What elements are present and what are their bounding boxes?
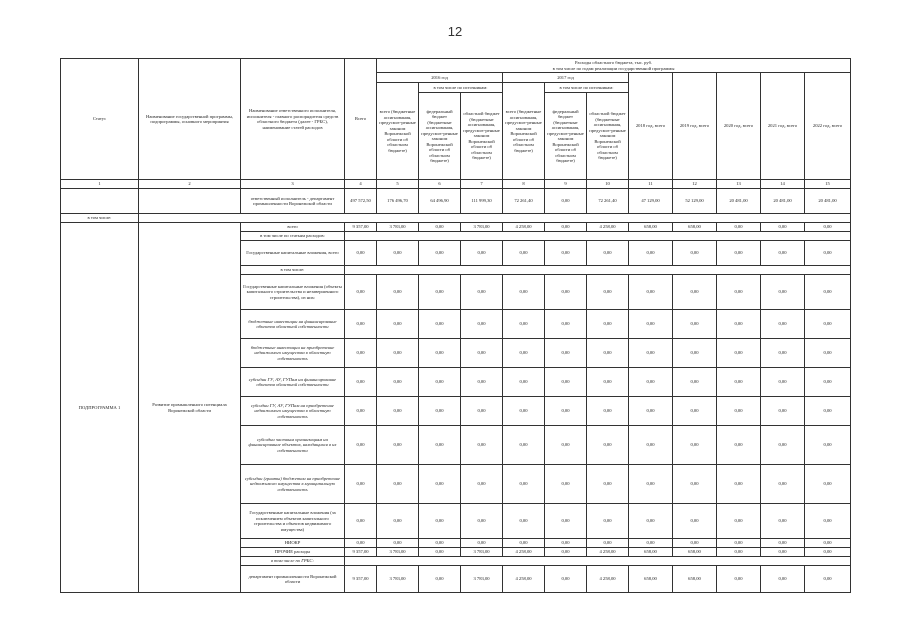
cell-value: 0,00 [805, 465, 851, 504]
cell-value: 0,00 [419, 548, 461, 557]
header-total: Всего [345, 59, 377, 180]
cell-value: 658,00 [629, 566, 673, 593]
cell-value: 0,00 [377, 397, 419, 426]
cell-value: 0,00 [717, 310, 761, 339]
row-label: в том числе: [241, 266, 345, 275]
cell-value: 52 129,00 [673, 189, 717, 214]
cell-value: 3 783,00 [377, 548, 419, 557]
cell-value: 0,00 [629, 397, 673, 426]
header-2017-total: всего (бюджетные ассигнования, предусмот-ренные законом Воронежской области об областном бюджете) [503, 83, 545, 180]
incl-label: в том числе: [61, 214, 139, 223]
header-2017-regional: областной бюджет (бюджетные ассигнования, предусмот-ренные законом Воронежской области об областном бюджете) [587, 93, 629, 180]
cell-value: 0,00 [673, 310, 717, 339]
cell-value: 0,00 [545, 223, 587, 232]
cell-value: 0,00 [419, 310, 461, 339]
cell-value: 0,00 [673, 275, 717, 310]
header-2016-incl: в том числе по источникам: [419, 83, 503, 93]
cell-value: 4 258,00 [503, 548, 545, 557]
cell-value: 0,00 [503, 339, 545, 368]
header-2019: 2019 год, всего [673, 73, 717, 180]
cell-value: 0,00 [805, 223, 851, 232]
cell-value: 0,00 [587, 241, 629, 266]
cell-value: 0,00 [587, 275, 629, 310]
cell-value: 0,00 [761, 339, 805, 368]
page-number: 12 [447, 24, 463, 39]
cell-value: 0,00 [587, 368, 629, 397]
cell-value: 0,00 [377, 339, 419, 368]
cell-value: 0,00 [419, 368, 461, 397]
header-program-name: Наименование государственной программы, подпрограммы, основного мероприятия [139, 59, 241, 180]
table-row [61, 189, 851, 214]
column-index: 3 [241, 180, 345, 189]
cell-value: 0,00 [345, 275, 377, 310]
row-label: бюджетные инвестиции на финансирование объектов областной собственности [241, 310, 345, 339]
header-2022: 2022 год, всего [805, 73, 851, 180]
cell-value: 0,00 [673, 339, 717, 368]
cell-value: 0,00 [345, 339, 377, 368]
cell-value: 0,00 [461, 426, 503, 465]
cell-value: 0,00 [503, 539, 545, 548]
column-index: 10 [587, 180, 629, 189]
row-label: ответственный исполнитель - департамент промышленности Воронежской области [241, 189, 345, 214]
cell-value: 9 357,00 [345, 548, 377, 557]
cell-value: 0,00 [717, 368, 761, 397]
header-expenses-subtitle: в том числе по годам реализации государственной программы [552, 65, 675, 71]
cell-value: 20 481,00 [805, 189, 851, 214]
header-expenses-title: Расходы областного бюджета, тыс. руб. [574, 60, 653, 65]
cell-value: 0,00 [419, 339, 461, 368]
row-label: субсидии частным организациям на финансирование объектов, находящихся в их собственности [241, 426, 345, 465]
program-name: Развитие промышленного потенциала Воронежской области [139, 223, 241, 593]
cell-value: 176 496,70 [377, 189, 419, 214]
program-status: ПОДПРОГРАММА 1 [61, 223, 139, 593]
row-label: департамент промышленности Воронежской области [241, 566, 345, 593]
cell-value: 0,00 [503, 368, 545, 397]
cell-value: 0,00 [545, 566, 587, 593]
cell-value: 0,00 [629, 275, 673, 310]
cell-value: 0,00 [545, 504, 587, 539]
cell-value: 0,00 [805, 539, 851, 548]
cell-value: 0,00 [805, 566, 851, 593]
cell-value: 0,00 [717, 223, 761, 232]
cell-value: 497 572,50 [345, 189, 377, 214]
header-expenses [377, 59, 851, 73]
cell-value: 658,00 [673, 548, 717, 557]
cell-value: 0,00 [461, 368, 503, 397]
column-index: 13 [717, 180, 761, 189]
column-index: 4 [345, 180, 377, 189]
cell-value: 0,00 [629, 426, 673, 465]
cell-value: 0,00 [419, 566, 461, 593]
cell-value: 0,00 [545, 465, 587, 504]
cell-value: 0,00 [419, 275, 461, 310]
cell-value: 0,00 [587, 310, 629, 339]
cell-value: 0,00 [461, 504, 503, 539]
cell-value: 0,00 [717, 548, 761, 557]
cell-value: 0,00 [673, 426, 717, 465]
cell-value: 0,00 [717, 397, 761, 426]
cell-value: 0,00 [629, 339, 673, 368]
cell-value: 0,00 [587, 426, 629, 465]
cell-value: 0,00 [377, 368, 419, 397]
column-index: 9 [545, 180, 587, 189]
cell-value: 0,00 [545, 548, 587, 557]
row-label: ПРОЧИЕ расходы [241, 548, 345, 557]
budget-table [60, 58, 851, 593]
cell-value: 658,00 [673, 223, 717, 232]
cell-value: 0,00 [629, 539, 673, 548]
cell-value: 0,00 [629, 310, 673, 339]
cell-value: 4 258,00 [503, 566, 545, 593]
header-2017-incl: в том числе по источникам: [545, 83, 629, 93]
cell-value: 0,00 [717, 566, 761, 593]
cell-value: 0,00 [345, 539, 377, 548]
cell-value: 0,00 [717, 504, 761, 539]
cell-value: 0,00 [503, 426, 545, 465]
cell-value: 0,00 [805, 426, 851, 465]
column-index: 15 [805, 180, 851, 189]
cell-value: 0,00 [545, 426, 587, 465]
cell-value: 0,00 [461, 465, 503, 504]
cell-value: 0,00 [717, 275, 761, 310]
cell-value: 0,00 [761, 241, 805, 266]
row-label: в том числе по ГРБС: [241, 557, 345, 566]
cell-value: 0,00 [673, 368, 717, 397]
cell-value: 0,00 [503, 465, 545, 504]
column-index: 1 [61, 180, 139, 189]
cell-value: 0,00 [761, 539, 805, 548]
cell-value: 9 357,00 [345, 223, 377, 232]
cell-value: 0,00 [587, 465, 629, 504]
cell-value: 20 481,00 [717, 189, 761, 214]
header-responsible: Наименование ответственного исполнителя, исполнителя - главного распорядителя средств областного бюджета (далее - ГРБС), наименование статей расходов [241, 59, 345, 180]
cell-value: 0,00 [587, 397, 629, 426]
cell-value: 0,00 [545, 368, 587, 397]
cell-value: 0,00 [717, 465, 761, 504]
cell-value: 0,00 [805, 339, 851, 368]
cell-value: 0,00 [805, 310, 851, 339]
cell-value: 0,00 [717, 339, 761, 368]
cell-value: 0,00 [587, 339, 629, 368]
cell-value: 0,00 [345, 426, 377, 465]
cell-value: 658,00 [629, 223, 673, 232]
cell-value: 3 783,00 [461, 548, 503, 557]
cell-value: 0,00 [545, 189, 587, 214]
column-index: 11 [629, 180, 673, 189]
row-label: субсидии ГУ, АУ, ГУПам на приобретение недвижимого имущества в областную собственность [241, 397, 345, 426]
cell-value: 0,00 [545, 275, 587, 310]
cell-value: 0,00 [461, 310, 503, 339]
cell-value: 0,00 [377, 504, 419, 539]
cell-value: 0,00 [761, 368, 805, 397]
cell-value: 0,00 [419, 465, 461, 504]
header-year-2016: 2016 год [377, 73, 503, 83]
cell-value: 0,00 [673, 504, 717, 539]
cell-value: 72 261,40 [587, 189, 629, 214]
row-label: Государственные капитальные вложения (объекты капитального строительства и незавершенного строительства), из них: [241, 275, 345, 310]
cell-value: 0,00 [761, 397, 805, 426]
cell-value: 0,00 [345, 368, 377, 397]
cell-value: 72 261,40 [503, 189, 545, 214]
cell-value: 4 258,00 [503, 223, 545, 232]
row-label: бюджетные инвестиции на приобретение недвижимого имущества в областную собственность [241, 339, 345, 368]
cell-value: 0,00 [377, 426, 419, 465]
cell-value: 0,00 [377, 539, 419, 548]
cell-value: 658,00 [673, 566, 717, 593]
row-label: субсидии (гранты) бюджетам на приобретение недвижимого имущества в муниципальную собственность [241, 465, 345, 504]
row-label: НИОКР [241, 539, 345, 548]
cell-value: 3 783,00 [377, 223, 419, 232]
cell-value: 0,00 [461, 275, 503, 310]
column-index: 6 [419, 180, 461, 189]
cell-value: 0,00 [805, 241, 851, 266]
cell-value: 0,00 [629, 465, 673, 504]
column-index: 12 [673, 180, 717, 189]
cell-value: 0,00 [377, 465, 419, 504]
cell-value: 111 999,30 [461, 189, 503, 214]
cell-value: 0,00 [545, 310, 587, 339]
cell-value: 0,00 [673, 397, 717, 426]
header-2016-regional: областной бюджет (бюджетные ассигнования, предусмот-ренные законом Воронежской области об областном бюджете) [461, 93, 503, 180]
header-2018: 2018 год, всего [629, 73, 673, 180]
table-row [61, 223, 851, 232]
cell-value: 0,00 [419, 504, 461, 539]
cell-value: 0,00 [761, 566, 805, 593]
budget-sheet [60, 58, 850, 593]
header-2020: 2020 год, всего [717, 73, 761, 180]
cell-value: 0,00 [419, 223, 461, 232]
cell-value: 0,00 [545, 539, 587, 548]
cell-value: 9 357,00 [345, 566, 377, 593]
cell-value: 0,00 [761, 548, 805, 557]
cell-value: 0,00 [503, 241, 545, 266]
cell-value: 0,00 [503, 504, 545, 539]
column-index: 8 [503, 180, 545, 189]
table-row [61, 214, 851, 223]
cell-value: 3 783,00 [377, 566, 419, 593]
cell-value: 47 129,00 [629, 189, 673, 214]
cell-value: 4 258,00 [587, 566, 629, 593]
cell-value: 0,00 [587, 539, 629, 548]
cell-value: 0,00 [761, 275, 805, 310]
cell-value: 0,00 [345, 465, 377, 504]
cell-value: 0,00 [761, 426, 805, 465]
cell-value: 0,00 [419, 426, 461, 465]
cell-value: 0,00 [419, 397, 461, 426]
cell-value: 0,00 [805, 275, 851, 310]
cell-value: 0,00 [461, 539, 503, 548]
row-label: субсидии ГУ, АУ, ГУПам на финансирование объектов областной собственности [241, 368, 345, 397]
cell-value: 0,00 [545, 241, 587, 266]
cell-value: 0,00 [345, 397, 377, 426]
cell-value: 0,00 [805, 548, 851, 557]
cell-value: 0,00 [629, 241, 673, 266]
cell-value: 4 258,00 [587, 548, 629, 557]
cell-value: 0,00 [717, 426, 761, 465]
cell-value: 3 783,00 [461, 566, 503, 593]
row-label: Государственные капитальные вложения, всего [241, 241, 345, 266]
row-label: Государственные капитальные вложения (за исключением объектов капитального строительства и объектов недвижимого имущества) [241, 504, 345, 539]
cell-value: 0,00 [761, 465, 805, 504]
cell-value: 0,00 [717, 241, 761, 266]
cell-value: 0,00 [761, 310, 805, 339]
column-index: 14 [761, 180, 805, 189]
cell-value: 0,00 [461, 397, 503, 426]
column-index: 2 [139, 180, 241, 189]
cell-value: 0,00 [345, 310, 377, 339]
row-label: всего [241, 223, 345, 232]
cell-value: 0,00 [345, 241, 377, 266]
cell-value: 0,00 [761, 504, 805, 539]
column-index: 5 [377, 180, 419, 189]
cell-value: 3 783,00 [461, 223, 503, 232]
cell-value: 658,00 [629, 548, 673, 557]
header-status: Статус [61, 59, 139, 180]
cell-value: 0,00 [761, 223, 805, 232]
cell-value: 0,00 [461, 241, 503, 266]
header-2017-federal: федеральный бюджет (бюджетные ассигнования, предусмот-ренные законом Воронежской области об областном бюджете) [545, 93, 587, 180]
cell-value: 0,00 [717, 539, 761, 548]
cell-value: 20 481,00 [761, 189, 805, 214]
header-2016-federal: федеральный бюджет (бюджетные ассигнования, предусмот-ренные законом Воронежской области об областном бюджете) [419, 93, 461, 180]
cell-value: 0,00 [629, 368, 673, 397]
cell-value: 0,00 [377, 310, 419, 339]
column-index-row [61, 180, 851, 189]
cell-value: 0,00 [805, 368, 851, 397]
cell-value: 0,00 [503, 275, 545, 310]
cell-value: 0,00 [805, 504, 851, 539]
cell-value: 0,00 [345, 504, 377, 539]
cell-value: 0,00 [805, 397, 851, 426]
cell-value: 64 496,90 [419, 189, 461, 214]
cell-value: 0,00 [673, 241, 717, 266]
header-2016-total: всего (бюджетные ассигнования, предусмот-ренные законом Воронежской области об областном бюджете) [377, 83, 419, 180]
row-label: в том числе по статьям расходов: [241, 232, 345, 241]
cell-value: 0,00 [503, 310, 545, 339]
header-year-2017: 2017 год [503, 73, 629, 83]
header-2021: 2021 год, всего [761, 73, 805, 180]
cell-value: 0,00 [545, 339, 587, 368]
cell-value: 0,00 [503, 397, 545, 426]
cell-value: 4 258,00 [587, 223, 629, 232]
cell-value: 0,00 [419, 241, 461, 266]
cell-value: 0,00 [673, 465, 717, 504]
cell-value: 0,00 [629, 504, 673, 539]
cell-value: 0,00 [377, 275, 419, 310]
cell-value: 0,00 [587, 504, 629, 539]
cell-value: 0,00 [545, 397, 587, 426]
cell-value: 0,00 [461, 339, 503, 368]
cell-value: 0,00 [419, 539, 461, 548]
cell-value: 0,00 [377, 241, 419, 266]
cell-value: 0,00 [673, 539, 717, 548]
column-index: 7 [461, 180, 503, 189]
